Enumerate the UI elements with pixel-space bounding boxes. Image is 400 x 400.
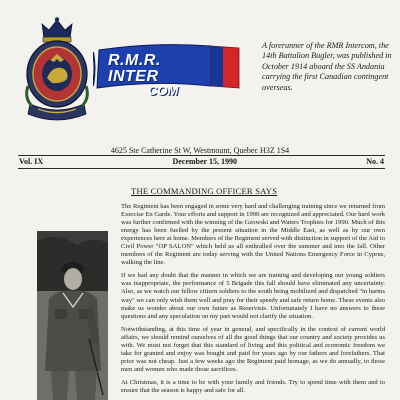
newsletter-title-line2: COM	[148, 83, 179, 98]
article-paragraph: If we had any doubt that the manner in which we are training and developing our young soldiers was inappropriate, the performance of 5 Brigade this fall should have eliminated any uncertainty. Also, as we watch our fellow citizen soldiers to the south being mobilized and dispatched "in harms way" we can only wish them well and pray for their speedy and safe return home. These events also make us wonder about our own future as Reservists. Unfortunately I have no answers to these questions and any speculation on my part would not clarify the situation.	[121, 272, 385, 320]
history-blurb: A forerunner of the RMR Intercom, the 14th Battalion Bugler, was published in October 1914 aboard the SS Andania carrying the first Canadian contingent overseas.	[262, 41, 392, 92]
article-body	[121, 203, 385, 400]
regimental-crest-logo	[22, 16, 92, 128]
mailing-address: 4625 Ste Catherine St W, Westmount, Quebec H3Z 1S4	[110, 146, 290, 155]
article-paragraph: At Christmas, it is a time to be with your family and friends. Try to spend time with them and to ensure that the season is happy and safe for all.	[121, 378, 385, 394]
newsletter-title-line1: R.M.R. INTER	[108, 52, 161, 85]
header-rule-top	[18, 155, 385, 156]
article-paragraph: Notwithstanding, at this time of year in general, and specifically in the context of current world affairs, we should remind ourselves of all the good things that our country and society provides us with. We must not forget that this standard of living and this political and economic freedom we take for granted and enjoy was bought and paid for years ago by our fathers and forefathers. That price was not cheap. Just a few weeks ago the Regiment paid homage, as we do annually, to those men and women who made those sacrifices.	[121, 325, 385, 373]
issue-number: No. 4	[366, 157, 384, 166]
issue-info	[19, 157, 384, 166]
article-paragraph: The Regiment has been engaged in some very hard and challenging training since we returned from Exercise En Garde. Your efforts and support in 1990 are recognized and appreciated. Our hard work was further confirmed with the winning of the Gzowski and Waters Trophies for 1990. Much of this energy has been fuelled by the present situation in the Middle East, as well as by our own experiences here at home. Members of the Regiment served with distinction in support of the Aid to Civil Power "OP SALON" which held us all enthralled over the summer and into the fall. Other members of the Regiment are today serving with the United Nations Emergency Force in Cyprus, walking the line.	[121, 203, 385, 267]
commanding-officer-photo	[37, 231, 108, 400]
newsletter-title	[108, 53, 208, 97]
article-title: THE COMMANDING OFFICER SAYS	[131, 186, 278, 196]
header-rule-bottom	[18, 168, 385, 169]
volume-label: Vol. IX	[19, 157, 44, 166]
issue-date: December 15, 1990	[172, 157, 237, 166]
